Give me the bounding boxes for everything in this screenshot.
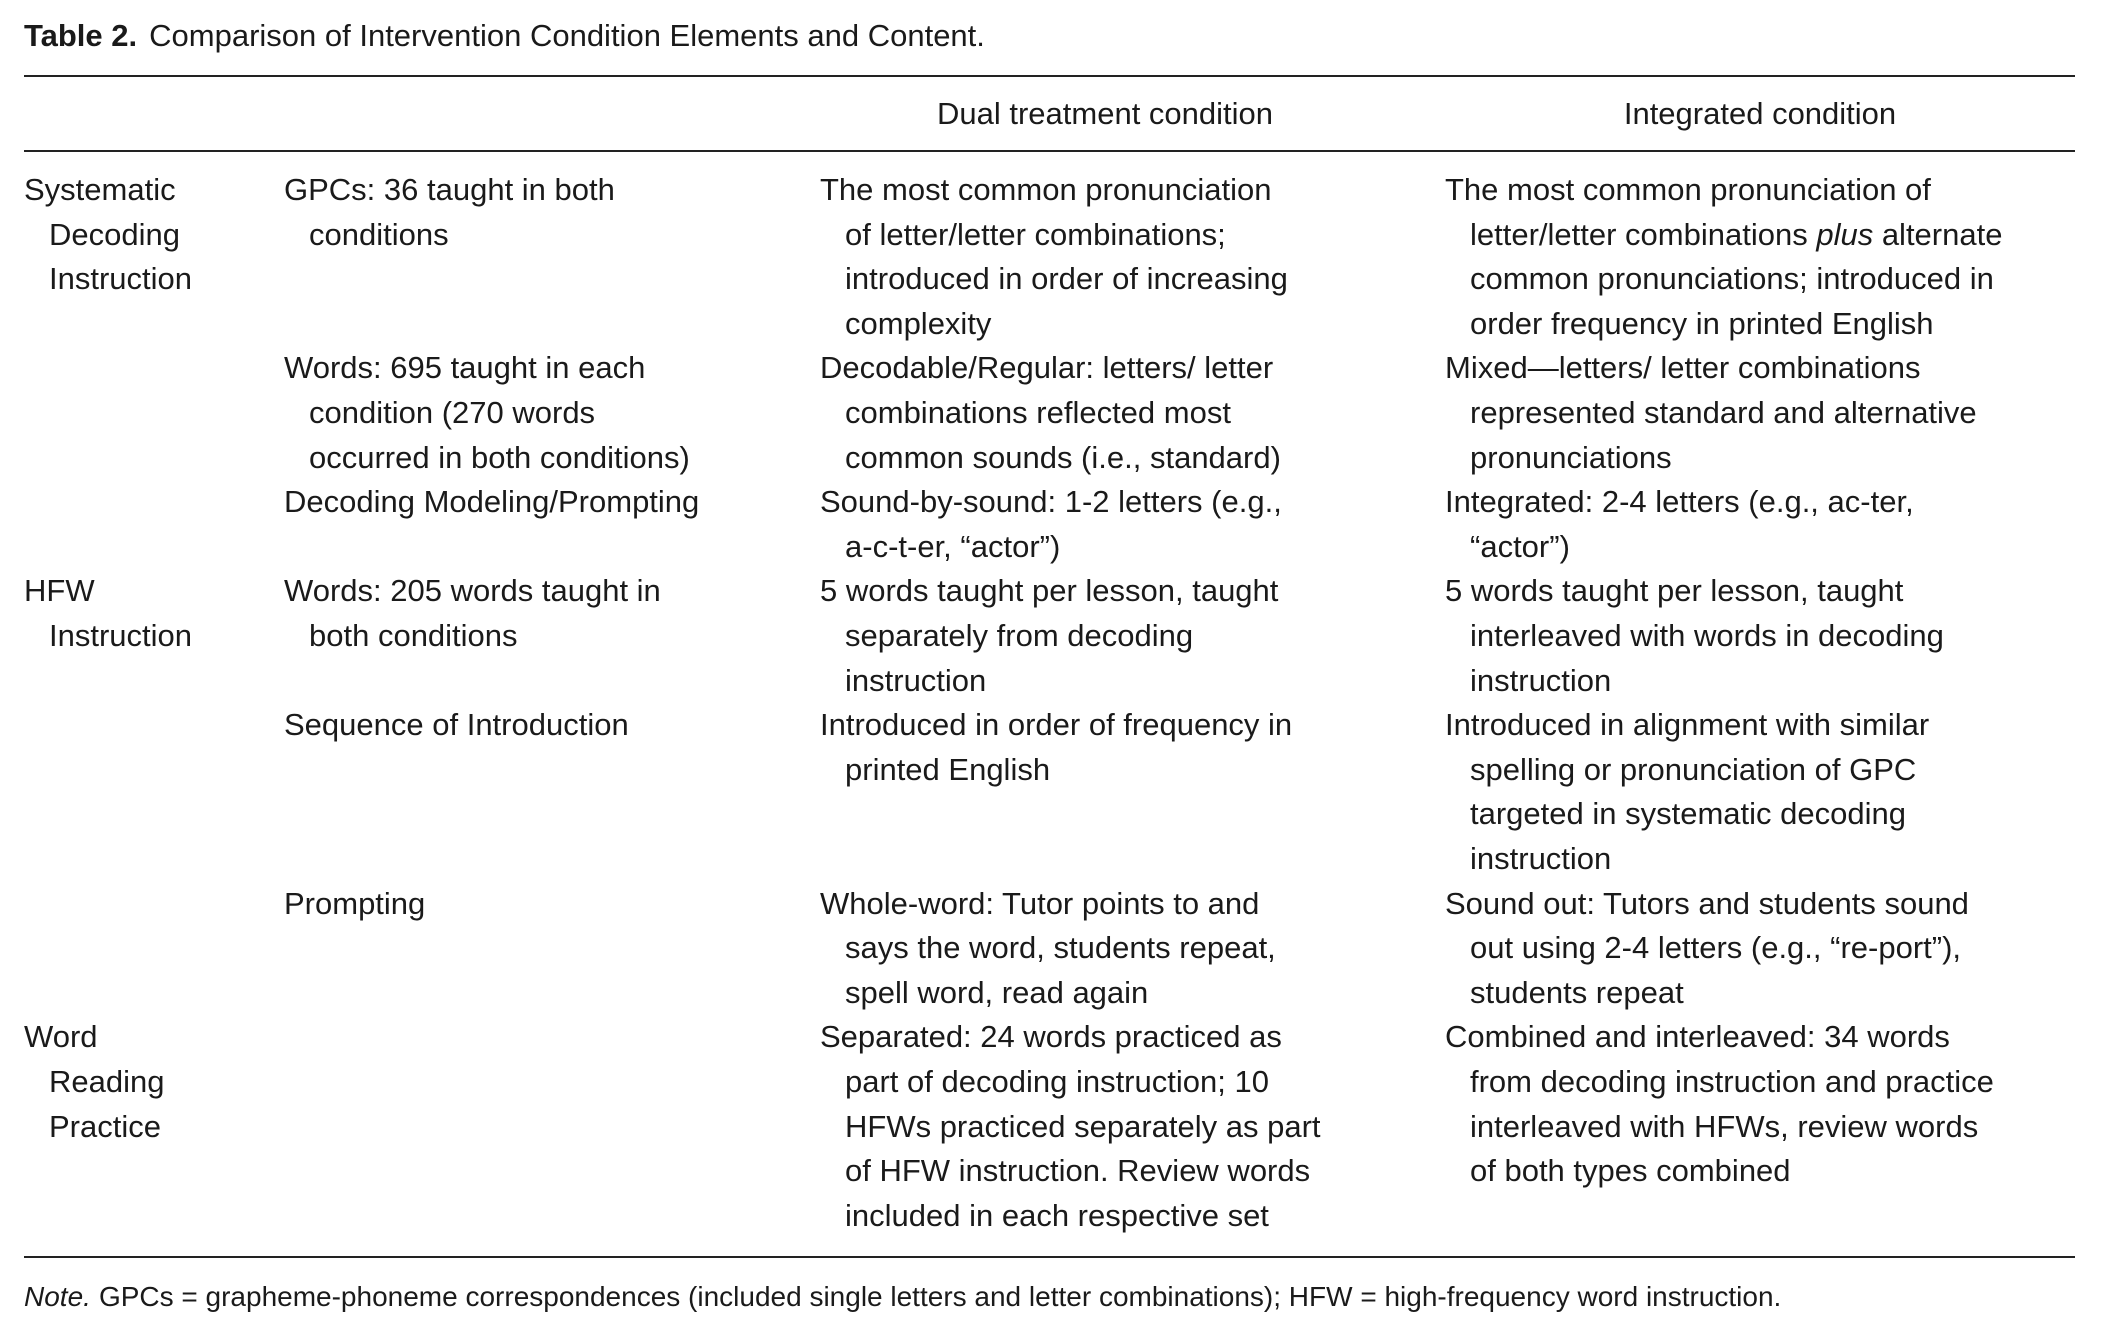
cell-line: complexity [845, 305, 992, 341]
dual-treatment-cell [820, 569, 1278, 703]
header-rule [24, 150, 2075, 152]
cell-line: HFWs practiced separately as part [845, 1108, 1321, 1144]
cell-line: combinations reflected most [845, 394, 1231, 430]
table-row [0, 346, 2101, 480]
cell-line: part of decoding instruction; 10 [845, 1063, 1269, 1099]
cell-line: common sounds (i.e., standard) [845, 439, 1281, 475]
row-category [24, 569, 192, 658]
table-row [0, 168, 2101, 346]
cell-line: Reading [49, 1063, 165, 1099]
cell-line: Combined and interleaved: 34 words [1445, 1019, 1950, 1055]
cell-line: Whole-word: Tutor points to and [820, 885, 1260, 921]
row-category [24, 1015, 164, 1149]
table-row [0, 703, 2101, 881]
table-row [0, 1015, 2101, 1238]
cell-line: Systematic [24, 172, 176, 207]
table-body [0, 168, 2101, 1238]
cell-line: spelling or pronunciation of GPC [1470, 751, 1917, 787]
cell-line: GPCs: 36 taught in both [284, 172, 615, 207]
cell-line: Decodable/Regular: letters/ letter [820, 350, 1274, 386]
row-element [284, 569, 661, 658]
header-integrated: Integrated condition [1623, 96, 1897, 131]
cell-line: Separated: 24 words practiced as [820, 1019, 1282, 1055]
cell-line: Prompting [284, 885, 426, 921]
table-label: Table 2. [24, 18, 138, 53]
cell-line: 5 words taught per lesson, taught [820, 573, 1279, 609]
integrated-cell [1445, 168, 2002, 346]
cell-line: Instruction [49, 261, 193, 297]
cell-line: Decoding [49, 216, 180, 252]
cell-line: 5 words taught per lesson, taught [1445, 573, 1904, 609]
cell-line: “actor”) [1470, 528, 1570, 564]
text-segment: alternate [1873, 216, 2003, 252]
cell-line: separately from decoding [845, 617, 1194, 653]
cell-line: pronunciations [1470, 439, 1672, 475]
dual-treatment-cell [820, 703, 1292, 792]
cell-line: The most common pronunciation of [1445, 172, 1931, 207]
dual-treatment-cell [820, 346, 1281, 480]
cell-line: students repeat [1470, 974, 1684, 1010]
cell-line: from decoding instruction and practice [1470, 1063, 1994, 1099]
dual-treatment-cell [820, 882, 1276, 1016]
cell-line: Words: 205 words taught in [284, 573, 661, 609]
table-row [0, 480, 2101, 569]
cell-line: introduced in order of increasing [845, 261, 1288, 297]
row-element [284, 168, 615, 257]
row-element [284, 346, 690, 480]
cell-line: Mixed—letters/ letter combinations [1445, 350, 1921, 386]
cell-line: Introduced in order of frequency in [820, 707, 1293, 743]
cell-line: interleaved with HFWs, review words [1470, 1108, 1979, 1144]
cell-line [1445, 213, 2002, 258]
cell-line: of letter/letter combinations; [845, 216, 1226, 252]
cell-line: The most common pronunciation [820, 172, 1272, 207]
cell-line: a-c-t-er, “actor”) [845, 528, 1061, 564]
table-note [24, 1281, 1781, 1313]
cell-line: instruction [1470, 840, 1612, 876]
cell-line: order frequency in printed English [1470, 305, 1934, 341]
cell-line: common pronunciations; introduced in [1470, 261, 1994, 297]
integrated-cell [1445, 480, 1914, 569]
table-row [0, 569, 2101, 703]
cell-line: interleaved with words in decoding [1470, 617, 1944, 653]
table-caption: Comparison of Intervention Condition Elements and Content. [149, 18, 985, 53]
note-text: GPCs = grapheme-phoneme correspondences (included single letters and letter combinations); HFW = high-frequency word instruction. [98, 1281, 1782, 1312]
table-title [24, 18, 985, 54]
cell-line: represented standard and alternative [1470, 394, 1977, 430]
cell-line: targeted in systematic decoding [1470, 796, 1906, 832]
cell-line: Decoding Modeling/Prompting [284, 484, 700, 520]
cell-line: Integrated: 2-4 letters (e.g., ac-ter, [1445, 484, 1914, 520]
cell-line: conditions [309, 216, 449, 252]
cell-line: Instruction [49, 617, 193, 653]
row-category [24, 168, 192, 302]
top-rule [24, 75, 2075, 77]
dual-treatment-cell [820, 480, 1282, 569]
cell-line: instruction [845, 662, 987, 698]
cell-line: Practice [49, 1108, 161, 1144]
integrated-cell [1445, 569, 1944, 703]
cell-line: Sequence of Introduction [284, 707, 629, 743]
row-element [284, 480, 699, 525]
cell-line: says the word, students repeat, [845, 930, 1276, 966]
emphasis-text: plus [1816, 216, 1874, 252]
text-segment: letter/letter combinations [1470, 216, 1817, 252]
integrated-cell [1445, 1015, 1994, 1193]
cell-line: printed English [845, 751, 1051, 787]
dual-treatment-cell [820, 1015, 1321, 1238]
dual-treatment-cell [820, 168, 1288, 346]
cell-line: of both types combined [1470, 1153, 1791, 1189]
cell-line: spell word, read again [845, 974, 1149, 1010]
row-element [284, 703, 629, 748]
cell-line: Word [24, 1019, 98, 1055]
cell-line: Sound out: Tutors and students sound [1445, 885, 1969, 921]
integrated-cell [1445, 703, 1929, 881]
cell-line: out using 2-4 letters (e.g., “re-port”), [1470, 930, 1962, 966]
cell-line: Introduced in alignment with similar [1445, 707, 1930, 743]
cell-line: instruction [1470, 662, 1612, 698]
note-label: Note. [24, 1281, 91, 1312]
cell-line: both conditions [309, 617, 518, 653]
cell-line: Words: 695 taught in each [284, 350, 646, 386]
cell-line: included in each respective set [845, 1197, 1269, 1233]
row-element [284, 882, 425, 927]
integrated-cell [1445, 346, 1977, 480]
cell-line: occurred in both conditions) [309, 439, 690, 475]
cell-line: of HFW instruction. Review words [845, 1153, 1311, 1189]
header-dual-treatment: Dual treatment condition [936, 96, 1274, 131]
table-row [0, 882, 2101, 1016]
integrated-cell [1445, 882, 1969, 1016]
cell-line: Sound-by-sound: 1-2 letters (e.g., [820, 484, 1282, 520]
bottom-rule [24, 1256, 2075, 1258]
cell-line: condition (270 words [309, 394, 596, 430]
cell-line: HFW [24, 573, 95, 609]
